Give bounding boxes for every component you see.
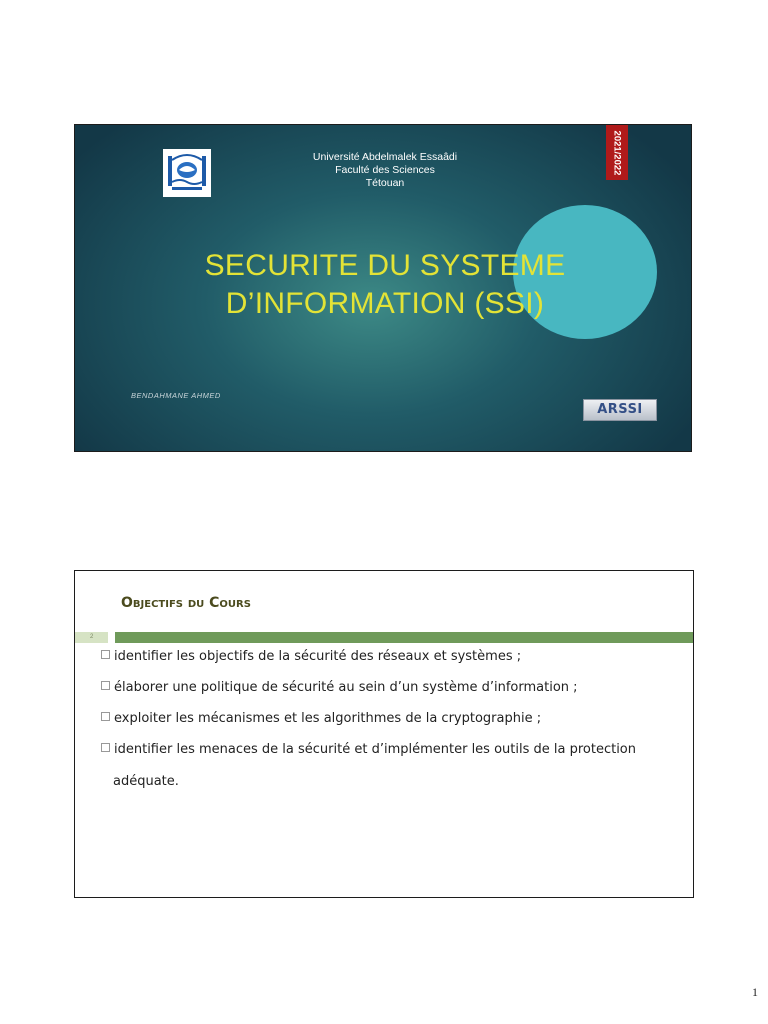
year-ribbon xyxy=(606,125,628,180)
slide-title xyxy=(135,247,635,323)
city-line: Tétouan xyxy=(365,177,405,189)
slide-heading: Objectifs du Cours xyxy=(121,595,251,611)
list-item: identifier les objectifs de la sécurité des réseaux et systèmes ; xyxy=(101,649,691,665)
faculty-line: Faculté des Sciences xyxy=(335,164,435,176)
objectives-list xyxy=(101,649,691,812)
list-item: identifier les menaces de la sécurité et d’implémenter les outils de la protection xyxy=(101,742,691,758)
title-slide xyxy=(74,124,692,452)
university-line: Université Abdelmalek Essaâdi xyxy=(312,151,458,163)
list-item: élaborer une politique de sécurité au sein d’un système d’information ; xyxy=(101,680,691,696)
objectives-slide xyxy=(74,570,694,898)
author-name: BENDAHMANE AHMED xyxy=(131,391,221,400)
university-logo-icon xyxy=(163,149,211,197)
list-item-continuation: adéquate. xyxy=(113,774,179,789)
header-bar xyxy=(115,632,693,643)
list-item: exploiter les mécanismes et les algorithmes de la cryptographie ; xyxy=(101,711,691,727)
checkbox-bullet-icon xyxy=(101,712,110,721)
arssi-badge xyxy=(583,399,657,421)
checkbox-bullet-icon xyxy=(101,650,110,659)
badge-label: ARSSI xyxy=(597,402,643,417)
title-line-1: SECURITE DU SYSTEME xyxy=(204,249,566,282)
page-number: 1 xyxy=(752,985,758,999)
checkbox-bullet-icon xyxy=(101,681,110,690)
year-label: 2021/2022 xyxy=(611,130,623,175)
checkbox-bullet-icon xyxy=(101,743,110,752)
slide-number: 2 xyxy=(75,632,108,643)
title-line-2: D’INFORMATION (SSI) xyxy=(225,287,545,320)
university-name xyxy=(235,151,535,190)
